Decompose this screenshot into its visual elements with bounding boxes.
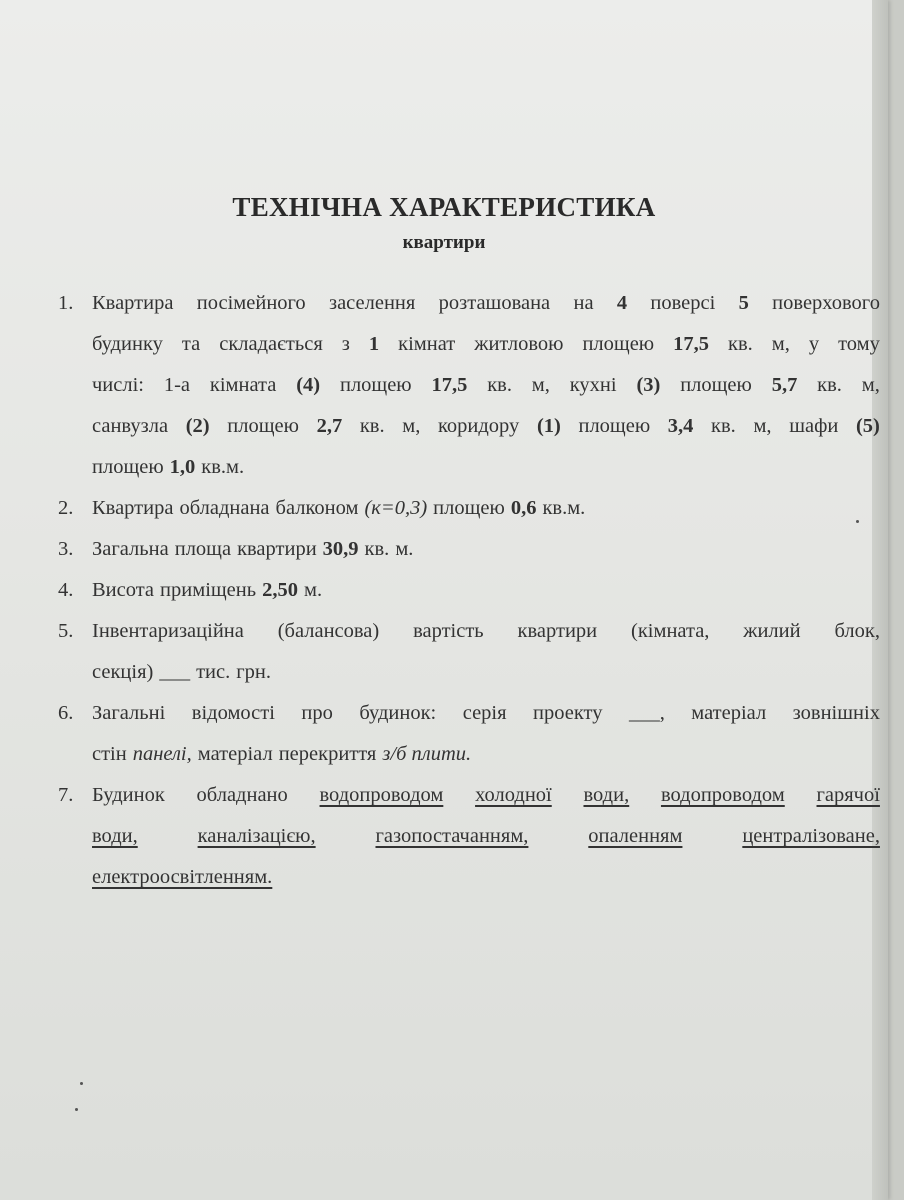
utility-word: електроосвітленням. [92,866,273,888]
word: кв. [817,374,842,396]
word: приміщень [160,579,257,601]
list-item-4 [58,570,880,611]
corridor-area-value: 3,4 [667,415,694,437]
document-subtitle: квартири [402,232,486,253]
word: числі: [92,374,145,396]
word: квартири [237,538,317,560]
item-line [92,816,880,857]
word: з [341,333,350,355]
word: обладнано [196,784,288,806]
word: кв. [711,415,736,437]
word: площею [578,415,651,437]
word: м. [303,579,323,601]
item-line [92,488,880,529]
word: м, [771,333,790,355]
closet-mark: (5) [855,415,880,437]
word: кухні [569,374,617,396]
balcony-coefficient: (к=0,3) [364,497,428,519]
word: тис. [196,661,231,683]
wall-material: панелі, [132,743,192,765]
list-item-2 [58,488,880,529]
item-line [92,693,880,734]
word: кв. [359,415,385,437]
word: кв. [487,374,512,396]
room-area-value: 17,5 [431,374,468,396]
list-item-7 [58,775,880,898]
word: кв.м. [542,497,586,519]
word: кімнат [398,333,456,355]
word: м, [402,415,421,437]
item-line [92,447,880,488]
word: Квартира [92,292,174,314]
word: Будинок [92,784,165,806]
word: відомості [191,702,275,724]
utility-word: каналізацією, [197,825,316,847]
word: тому [838,333,880,355]
item-number: 2. [58,497,74,519]
word: м, [753,415,772,437]
list-item-6 [58,693,880,775]
utility-word: води, [583,784,630,806]
word: проекту [533,702,603,724]
word: кв. [727,333,753,355]
total-area-value: 30,9 [322,538,359,560]
word: кв. [364,538,390,560]
word: площею [680,374,752,396]
bathroom-area-value: 2,7 [316,415,343,437]
floors-total-value: 5 [738,292,749,314]
word: зовнішніх [792,702,880,724]
closet-area-value: 1,0 [169,456,196,478]
word: кімната [209,374,277,396]
word: поверхового [772,292,880,314]
item-line [92,734,880,775]
item-number: 1. [58,292,74,314]
paper-speck [856,520,859,523]
word: площею [92,456,164,478]
utility-word: гарячої [816,784,880,806]
word: будинку [92,333,163,355]
document-title: ТЕХНІЧНА ХАРАКТЕРИСТИКА [232,192,656,222]
utility-word: води, [92,825,138,847]
word: перекриття [278,743,377,765]
item-number: 5. [58,620,74,642]
word: та [181,333,201,355]
word: про [301,702,333,724]
word: матеріал [197,743,273,765]
word: (кімната, [631,620,710,642]
utility-word: газопостачанням, [375,825,529,847]
word: м, [531,374,550,396]
word: вартість [413,620,484,642]
word: Загальні [92,702,166,724]
item-line [92,857,880,898]
corridor-mark: (1) [536,415,561,437]
word: Інвентаризаційна [92,620,244,642]
word: секція) [92,661,154,683]
item-line [92,324,880,365]
floor-slab-material: з/б плити. [382,743,472,765]
item-number: 4. [58,579,74,601]
item-number: 7. [58,784,74,806]
word: Квартира [92,497,174,519]
bathroom-mark: (2) [185,415,210,437]
word: у [808,333,820,355]
word: на [573,292,594,314]
word: посімейного [196,292,306,314]
utility-word: водопроводом [319,784,444,806]
word: заселення [328,292,416,314]
word: серія [462,702,507,724]
word: балконом [275,497,359,519]
word: квартири [517,620,598,642]
item-line [92,283,880,324]
value-blank: ___ [159,661,191,683]
word: кв.м. [201,456,245,478]
word: 1-а [163,374,191,396]
item-line [92,611,880,652]
item-line [92,529,880,570]
word: складається [219,333,323,355]
word: шафи [789,415,839,437]
word: м. [395,538,414,560]
item-line [92,406,880,447]
word: розташована [438,292,551,314]
paper-speck [75,1108,78,1111]
rooms-count-value: 1 [368,333,380,355]
utility-word: опаленням [588,825,683,847]
balcony-area-value: 0,6 [510,497,537,519]
living-area-value: 17,5 [673,333,709,355]
word: Загальна [92,538,169,560]
word: матеріал [691,702,767,724]
characteristics-list [58,283,880,898]
word: коридору [437,415,520,437]
word: житловою [474,333,564,355]
floor-value: 4 [616,292,628,314]
utility-word: холодної [475,784,552,806]
kitchen-mark: (3) [636,374,661,396]
word: поверсі [650,292,716,314]
word: жилий [743,620,801,642]
word: санвузла [92,415,169,437]
word: Висота [92,579,155,601]
list-item-1 [58,283,880,488]
word: площею [227,415,299,437]
word: площа [174,538,232,560]
word: площею [582,333,655,355]
word: м, [861,374,880,396]
ceiling-height-value: 2,50 [262,579,298,601]
item-line [92,652,880,693]
utility-word: водопроводом [660,784,785,806]
word: площею [339,374,412,396]
kitchen-area-value: 5,7 [771,374,798,396]
list-item-5 [58,611,880,693]
word: грн. [236,661,272,683]
item-line [92,365,880,406]
word: обладнана [179,497,270,519]
utility-word: централізоване, [742,825,880,847]
word: блок, [834,620,880,642]
paper-speck [80,1082,83,1085]
word: будинок: [359,702,437,724]
item-line [92,570,880,611]
word: стін [92,743,127,765]
word: площею [433,497,505,519]
item-number: 6. [58,702,74,724]
word: (балансова) [277,620,380,642]
item-number: 3. [58,538,74,560]
series-blank: ___, [628,702,665,724]
room-mark: (4) [296,374,321,396]
list-item-3 [58,529,880,570]
item-line [92,775,880,816]
